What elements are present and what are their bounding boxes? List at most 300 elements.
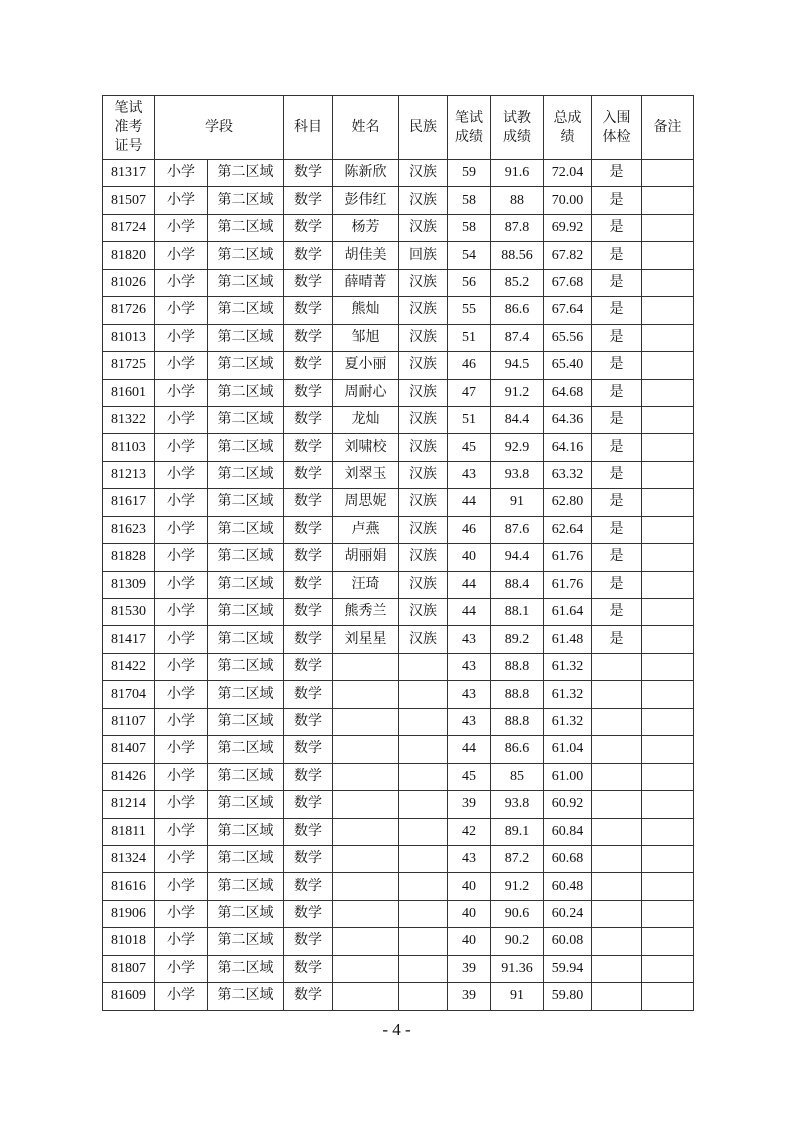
cell-region: 第二区域 — [208, 983, 284, 1010]
cell-region: 第二区域 — [208, 818, 284, 845]
cell-ethnicity — [399, 900, 448, 927]
cell-total-score: 64.36 — [544, 406, 592, 433]
cell-total-score: 60.68 — [544, 845, 592, 872]
cell-ethnicity: 汉族 — [399, 324, 448, 351]
cell-subject: 数学 — [284, 406, 333, 433]
cell-ethnicity — [399, 763, 448, 790]
cell-region: 第二区域 — [208, 681, 284, 708]
cell-remarks — [642, 791, 694, 818]
cell-name: 薛晴菁 — [333, 269, 399, 296]
header-subject: 科目 — [284, 96, 333, 160]
cell-remarks — [642, 873, 694, 900]
cell-stage: 小学 — [155, 763, 208, 790]
cell-total-score: 61.00 — [544, 763, 592, 790]
cell-total-score: 65.56 — [544, 324, 592, 351]
cell-subject: 数学 — [284, 763, 333, 790]
cell-written-score: 40 — [448, 928, 491, 955]
cell-ethnicity: 汉族 — [399, 626, 448, 653]
cell-exam-id: 81213 — [103, 461, 155, 488]
cell-shortlisted — [592, 708, 642, 735]
cell-region: 第二区域 — [208, 626, 284, 653]
cell-exam-id: 81704 — [103, 681, 155, 708]
cell-subject: 数学 — [284, 653, 333, 680]
table-row — [103, 544, 694, 571]
cell-remarks — [642, 516, 694, 543]
cell-shortlisted: 是 — [592, 544, 642, 571]
cell-trial-score: 89.1 — [491, 818, 544, 845]
cell-region: 第二区域 — [208, 571, 284, 598]
cell-trial-score: 86.6 — [491, 736, 544, 763]
cell-remarks — [642, 763, 694, 790]
cell-stage: 小学 — [155, 571, 208, 598]
cell-ethnicity — [399, 736, 448, 763]
cell-shortlisted: 是 — [592, 434, 642, 461]
table-row — [103, 708, 694, 735]
cell-remarks — [642, 708, 694, 735]
cell-stage: 小学 — [155, 489, 208, 516]
cell-written-score: 42 — [448, 818, 491, 845]
cell-region: 第二区域 — [208, 434, 284, 461]
cell-total-score: 59.94 — [544, 955, 592, 982]
cell-remarks — [642, 818, 694, 845]
cell-exam-id: 81322 — [103, 406, 155, 433]
cell-trial-score: 94.5 — [491, 352, 544, 379]
cell-remarks — [642, 242, 694, 269]
cell-remarks — [642, 352, 694, 379]
cell-name — [333, 681, 399, 708]
table-row — [103, 736, 694, 763]
cell-stage: 小学 — [155, 242, 208, 269]
cell-remarks — [642, 900, 694, 927]
cell-ethnicity: 汉族 — [399, 489, 448, 516]
cell-region: 第二区域 — [208, 297, 284, 324]
cell-exam-id: 81018 — [103, 928, 155, 955]
cell-ethnicity: 汉族 — [399, 516, 448, 543]
cell-region: 第二区域 — [208, 544, 284, 571]
cell-trial-score: 88.8 — [491, 681, 544, 708]
cell-name — [333, 900, 399, 927]
cell-name — [333, 845, 399, 872]
table-body — [103, 160, 694, 1011]
cell-subject: 数学 — [284, 324, 333, 351]
cell-written-score: 40 — [448, 873, 491, 900]
cell-stage: 小学 — [155, 544, 208, 571]
table-row — [103, 653, 694, 680]
cell-subject: 数学 — [284, 791, 333, 818]
cell-trial-score: 91.2 — [491, 379, 544, 406]
cell-shortlisted: 是 — [592, 626, 642, 653]
cell-region: 第二区域 — [208, 955, 284, 982]
cell-name: 邹旭 — [333, 324, 399, 351]
cell-region: 第二区域 — [208, 214, 284, 241]
cell-name: 刘啸校 — [333, 434, 399, 461]
cell-region: 第二区域 — [208, 873, 284, 900]
cell-subject: 数学 — [284, 434, 333, 461]
cell-subject: 数学 — [284, 187, 333, 214]
cell-name — [333, 708, 399, 735]
cell-remarks — [642, 681, 694, 708]
cell-total-score: 61.04 — [544, 736, 592, 763]
cell-shortlisted: 是 — [592, 599, 642, 626]
cell-trial-score: 88 — [491, 187, 544, 214]
cell-total-score: 72.04 — [544, 160, 592, 187]
cell-subject: 数学 — [284, 160, 333, 187]
cell-stage: 小学 — [155, 379, 208, 406]
cell-written-score: 56 — [448, 269, 491, 296]
cell-name: 夏小丽 — [333, 352, 399, 379]
cell-written-score: 44 — [448, 489, 491, 516]
table-row — [103, 873, 694, 900]
cell-name — [333, 791, 399, 818]
cell-stage: 小学 — [155, 818, 208, 845]
cell-exam-id: 81906 — [103, 900, 155, 927]
cell-ethnicity: 汉族 — [399, 187, 448, 214]
header-written-score: 笔试 成绩 — [448, 96, 491, 160]
cell-written-score: 44 — [448, 599, 491, 626]
cell-exam-id: 81407 — [103, 736, 155, 763]
cell-exam-id: 81617 — [103, 489, 155, 516]
cell-trial-score: 91 — [491, 489, 544, 516]
cell-shortlisted: 是 — [592, 379, 642, 406]
cell-remarks — [642, 269, 694, 296]
cell-total-score: 60.84 — [544, 818, 592, 845]
cell-ethnicity: 汉族 — [399, 379, 448, 406]
cell-total-score: 61.32 — [544, 653, 592, 680]
cell-ethnicity: 汉族 — [399, 599, 448, 626]
cell-exam-id: 81317 — [103, 160, 155, 187]
cell-total-score: 70.00 — [544, 187, 592, 214]
cell-region: 第二区域 — [208, 516, 284, 543]
cell-ethnicity — [399, 681, 448, 708]
cell-remarks — [642, 406, 694, 433]
cell-region: 第二区域 — [208, 324, 284, 351]
cell-ethnicity — [399, 983, 448, 1010]
cell-shortlisted — [592, 681, 642, 708]
table-row — [103, 681, 694, 708]
cell-exam-id: 81507 — [103, 187, 155, 214]
cell-ethnicity — [399, 955, 448, 982]
cell-trial-score: 88.1 — [491, 599, 544, 626]
table-row — [103, 324, 694, 351]
cell-name — [333, 736, 399, 763]
cell-ethnicity — [399, 873, 448, 900]
cell-remarks — [642, 626, 694, 653]
table-row — [103, 434, 694, 461]
cell-trial-score: 88.8 — [491, 708, 544, 735]
cell-subject: 数学 — [284, 461, 333, 488]
cell-name: 汪琦 — [333, 571, 399, 598]
cell-remarks — [642, 187, 694, 214]
cell-exam-id: 81324 — [103, 845, 155, 872]
cell-ethnicity — [399, 818, 448, 845]
cell-exam-id: 81214 — [103, 791, 155, 818]
cell-subject: 数学 — [284, 242, 333, 269]
cell-shortlisted — [592, 983, 642, 1010]
cell-subject: 数学 — [284, 928, 333, 955]
table-row — [103, 626, 694, 653]
header-ethnicity: 民族 — [399, 96, 448, 160]
cell-total-score: 61.76 — [544, 544, 592, 571]
cell-subject: 数学 — [284, 489, 333, 516]
cell-trial-score: 85 — [491, 763, 544, 790]
cell-shortlisted: 是 — [592, 571, 642, 598]
cell-remarks — [642, 434, 694, 461]
cell-shortlisted — [592, 928, 642, 955]
cell-ethnicity: 汉族 — [399, 461, 448, 488]
cell-total-score: 61.32 — [544, 708, 592, 735]
cell-name — [333, 653, 399, 680]
cell-name: 龙灿 — [333, 406, 399, 433]
header-total-score: 总成 绩 — [544, 96, 592, 160]
cell-total-score: 60.08 — [544, 928, 592, 955]
cell-exam-id: 81725 — [103, 352, 155, 379]
cell-ethnicity: 汉族 — [399, 571, 448, 598]
cell-region: 第二区域 — [208, 461, 284, 488]
cell-total-score: 61.48 — [544, 626, 592, 653]
cell-exam-id: 81726 — [103, 297, 155, 324]
cell-stage: 小学 — [155, 516, 208, 543]
cell-trial-score: 87.4 — [491, 324, 544, 351]
cell-region: 第二区域 — [208, 736, 284, 763]
cell-total-score: 61.32 — [544, 681, 592, 708]
table-row — [103, 187, 694, 214]
cell-written-score: 46 — [448, 516, 491, 543]
cell-trial-score: 87.2 — [491, 845, 544, 872]
cell-exam-id: 81623 — [103, 516, 155, 543]
cell-name: 熊秀兰 — [333, 599, 399, 626]
cell-subject: 数学 — [284, 983, 333, 1010]
cell-trial-score: 93.8 — [491, 791, 544, 818]
cell-written-score: 44 — [448, 571, 491, 598]
cell-ethnicity: 汉族 — [399, 214, 448, 241]
cell-shortlisted: 是 — [592, 406, 642, 433]
cell-name — [333, 955, 399, 982]
cell-written-score: 39 — [448, 983, 491, 1010]
cell-total-score: 67.68 — [544, 269, 592, 296]
cell-subject: 数学 — [284, 214, 333, 241]
cell-name — [333, 818, 399, 845]
cell-written-score: 45 — [448, 763, 491, 790]
cell-shortlisted — [592, 763, 642, 790]
cell-region: 第二区域 — [208, 900, 284, 927]
cell-written-score: 39 — [448, 955, 491, 982]
table-row — [103, 818, 694, 845]
cell-shortlisted: 是 — [592, 324, 642, 351]
cell-subject: 数学 — [284, 571, 333, 598]
cell-region: 第二区域 — [208, 242, 284, 269]
cell-exam-id: 81422 — [103, 653, 155, 680]
table-row — [103, 242, 694, 269]
cell-name: 熊灿 — [333, 297, 399, 324]
cell-trial-score: 87.8 — [491, 214, 544, 241]
cell-remarks — [642, 214, 694, 241]
cell-trial-score: 91 — [491, 983, 544, 1010]
cell-trial-score: 85.2 — [491, 269, 544, 296]
cell-written-score: 54 — [448, 242, 491, 269]
cell-shortlisted: 是 — [592, 461, 642, 488]
cell-shortlisted: 是 — [592, 489, 642, 516]
cell-trial-score: 84.4 — [491, 406, 544, 433]
cell-total-score: 63.32 — [544, 461, 592, 488]
table-row — [103, 269, 694, 296]
cell-exam-id: 81103 — [103, 434, 155, 461]
cell-shortlisted: 是 — [592, 352, 642, 379]
cell-total-score: 64.68 — [544, 379, 592, 406]
cell-written-score: 40 — [448, 544, 491, 571]
header-trial-score: 试教 成绩 — [491, 96, 544, 160]
cell-remarks — [642, 845, 694, 872]
cell-stage: 小学 — [155, 955, 208, 982]
cell-trial-score: 88.4 — [491, 571, 544, 598]
cell-written-score: 43 — [448, 653, 491, 680]
table-row — [103, 406, 694, 433]
cell-subject: 数学 — [284, 845, 333, 872]
cell-exam-id: 81616 — [103, 873, 155, 900]
cell-stage: 小学 — [155, 352, 208, 379]
cell-shortlisted: 是 — [592, 214, 642, 241]
cell-trial-score: 94.4 — [491, 544, 544, 571]
cell-exam-id: 81026 — [103, 269, 155, 296]
results-table — [102, 95, 694, 1011]
cell-written-score: 51 — [448, 406, 491, 433]
cell-subject: 数学 — [284, 626, 333, 653]
cell-shortlisted — [592, 873, 642, 900]
cell-total-score: 62.80 — [544, 489, 592, 516]
cell-ethnicity — [399, 928, 448, 955]
cell-stage: 小学 — [155, 736, 208, 763]
cell-region: 第二区域 — [208, 269, 284, 296]
cell-written-score: 59 — [448, 160, 491, 187]
cell-region: 第二区域 — [208, 708, 284, 735]
cell-remarks — [642, 599, 694, 626]
table-row — [103, 955, 694, 982]
cell-shortlisted — [592, 900, 642, 927]
cell-subject: 数学 — [284, 516, 333, 543]
cell-subject: 数学 — [284, 681, 333, 708]
cell-total-score: 60.48 — [544, 873, 592, 900]
cell-trial-score: 92.9 — [491, 434, 544, 461]
cell-trial-score: 86.6 — [491, 297, 544, 324]
cell-shortlisted: 是 — [592, 242, 642, 269]
header-shortlisted: 入围 体检 — [592, 96, 642, 160]
cell-written-score: 58 — [448, 187, 491, 214]
cell-remarks — [642, 461, 694, 488]
cell-written-score: 51 — [448, 324, 491, 351]
cell-remarks — [642, 544, 694, 571]
table-row — [103, 571, 694, 598]
cell-shortlisted — [592, 791, 642, 818]
cell-name: 陈新欣 — [333, 160, 399, 187]
cell-stage: 小学 — [155, 900, 208, 927]
cell-remarks — [642, 928, 694, 955]
cell-name: 周思妮 — [333, 489, 399, 516]
cell-shortlisted: 是 — [592, 516, 642, 543]
cell-total-score: 61.76 — [544, 571, 592, 598]
cell-written-score: 39 — [448, 791, 491, 818]
cell-ethnicity: 汉族 — [399, 352, 448, 379]
cell-exam-id: 81811 — [103, 818, 155, 845]
cell-region: 第二区域 — [208, 187, 284, 214]
cell-shortlisted — [592, 845, 642, 872]
cell-stage: 小学 — [155, 324, 208, 351]
cell-name: 杨芳 — [333, 214, 399, 241]
cell-total-score: 69.92 — [544, 214, 592, 241]
header-remarks: 备注 — [642, 96, 694, 160]
cell-subject: 数学 — [284, 544, 333, 571]
cell-total-score: 67.64 — [544, 297, 592, 324]
cell-stage: 小学 — [155, 214, 208, 241]
cell-stage: 小学 — [155, 160, 208, 187]
cell-written-score: 43 — [448, 681, 491, 708]
cell-ethnicity: 汉族 — [399, 434, 448, 461]
table-row — [103, 297, 694, 324]
header-exam-id: 笔试 准考 证号 — [103, 96, 155, 160]
cell-stage: 小学 — [155, 461, 208, 488]
cell-trial-score: 88.56 — [491, 242, 544, 269]
cell-exam-id: 81417 — [103, 626, 155, 653]
cell-total-score: 60.92 — [544, 791, 592, 818]
cell-region: 第二区域 — [208, 352, 284, 379]
table-row — [103, 379, 694, 406]
cell-stage: 小学 — [155, 653, 208, 680]
cell-total-score: 67.82 — [544, 242, 592, 269]
cell-trial-score: 91.2 — [491, 873, 544, 900]
cell-exam-id: 81828 — [103, 544, 155, 571]
cell-total-score: 60.24 — [544, 900, 592, 927]
cell-trial-score: 89.2 — [491, 626, 544, 653]
cell-name — [333, 763, 399, 790]
cell-stage: 小学 — [155, 434, 208, 461]
cell-stage: 小学 — [155, 791, 208, 818]
header-row — [103, 96, 694, 160]
cell-written-score: 40 — [448, 900, 491, 927]
cell-subject: 数学 — [284, 818, 333, 845]
cell-ethnicity — [399, 845, 448, 872]
cell-subject: 数学 — [284, 297, 333, 324]
cell-total-score: 62.64 — [544, 516, 592, 543]
table-row — [103, 352, 694, 379]
cell-ethnicity: 汉族 — [399, 406, 448, 433]
cell-shortlisted — [592, 653, 642, 680]
table-row — [103, 214, 694, 241]
cell-ethnicity: 汉族 — [399, 160, 448, 187]
cell-exam-id: 81601 — [103, 379, 155, 406]
cell-ethnicity — [399, 708, 448, 735]
cell-stage: 小学 — [155, 269, 208, 296]
cell-written-score: 46 — [448, 352, 491, 379]
cell-written-score: 43 — [448, 708, 491, 735]
cell-written-score: 43 — [448, 461, 491, 488]
cell-region: 第二区域 — [208, 599, 284, 626]
cell-stage: 小学 — [155, 406, 208, 433]
header-stage: 学段 — [155, 96, 284, 160]
cell-name: 彭伟红 — [333, 187, 399, 214]
cell-name: 周耐心 — [333, 379, 399, 406]
table-row — [103, 845, 694, 872]
table-row — [103, 983, 694, 1010]
cell-region: 第二区域 — [208, 489, 284, 516]
table-row — [103, 160, 694, 187]
cell-stage: 小学 — [155, 297, 208, 324]
cell-trial-score: 91.36 — [491, 955, 544, 982]
cell-ethnicity: 汉族 — [399, 297, 448, 324]
cell-total-score: 64.16 — [544, 434, 592, 461]
cell-shortlisted — [592, 955, 642, 982]
cell-ethnicity — [399, 791, 448, 818]
cell-ethnicity: 汉族 — [399, 544, 448, 571]
cell-exam-id: 81530 — [103, 599, 155, 626]
cell-region: 第二区域 — [208, 406, 284, 433]
